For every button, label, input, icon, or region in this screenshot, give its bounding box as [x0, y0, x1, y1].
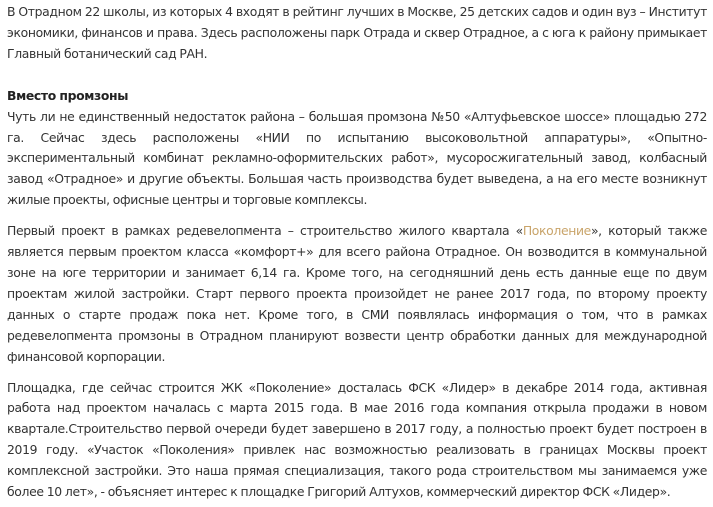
pokolenie-link[interactable]: Поколение: [522, 223, 591, 239]
industrial-zone-text: Чуть ли не единственный недостаток района – большая промзона №50 «Алтуфьевское шоссе» площадью 272 га. Сейчас здесь расположены «НИИ по испытанию высоковольтной аппаратуры», «Опытно-экспериментальный комбинат рекламно-оформительских работ», мусоросжигательный завод, колбасный завод «Отрадное» и другие объекты. Большая часть производства будет выведена, а на его месте возникнут жилые проекты, офисные центры и торговые комплексы.: [7, 108, 707, 208]
paragraph-industrial-zone: [7, 86, 707, 211]
redevelopment-text-start: Первый проект в рамках редевелопмента – строительство жилого квартала «: [7, 223, 523, 239]
article-body: [7, 2, 707, 503]
redevelopment-text-end: », который также является первым проектом класса «комфорт+» для всего района Отрадное. Он возводится в коммунальной зоне на юге территории и занимает 6,14 га. Кроме того, на сегодняшний день есть данные еще по двум проектам жилой застройки. Старт первого проекта произойдет не ранее 2017 года, по второму проекту данных о старте продаж пока нет. Кроме того, в СМИ появлялась информация о том, что в рамках редевелопмента промзоны в Отрадном планируют возвести центр обработки данных для международной финансовой корпорации.: [7, 223, 707, 364]
paragraph-site-history: Площадка, где сейчас строится ЖК «Поколение» досталась ФСК «Лидер» в декабре 2014 года, активная работа над проектом началась с марта 2015 года. В мае 2016 года компания открыла продажи в новом квартале.Строительство первой очереди будет завершено в 2017 году, а полностью проект будет построен в 2019 году. «Участок «Поколения» привлек нас возможностью реализовать в границах Москвы проект комплексной застройки. Это наша прямая специализация, такого рода строительством мы занимаемся уже более 10 лет», - объясняет интерес к площадке Григорий Алтухов, коммерческий директор ФСК «Лидер».: [7, 379, 707, 500]
paragraph-redevelopment: [7, 221, 707, 367]
section-spacer: [7, 65, 707, 86]
section-heading: Вместо промзоны: [7, 87, 129, 103]
paragraph-schools: В Отрадном 22 школы, из которых 4 входят в рейтинг лучших в Москве, 25 детских садов и один вуз – Институт экономики, финансов и права. Здесь расположены парк Отрада и сквер Отрадное, а с юга к району примыкает Главный ботанический сад РАН.: [7, 4, 707, 61]
